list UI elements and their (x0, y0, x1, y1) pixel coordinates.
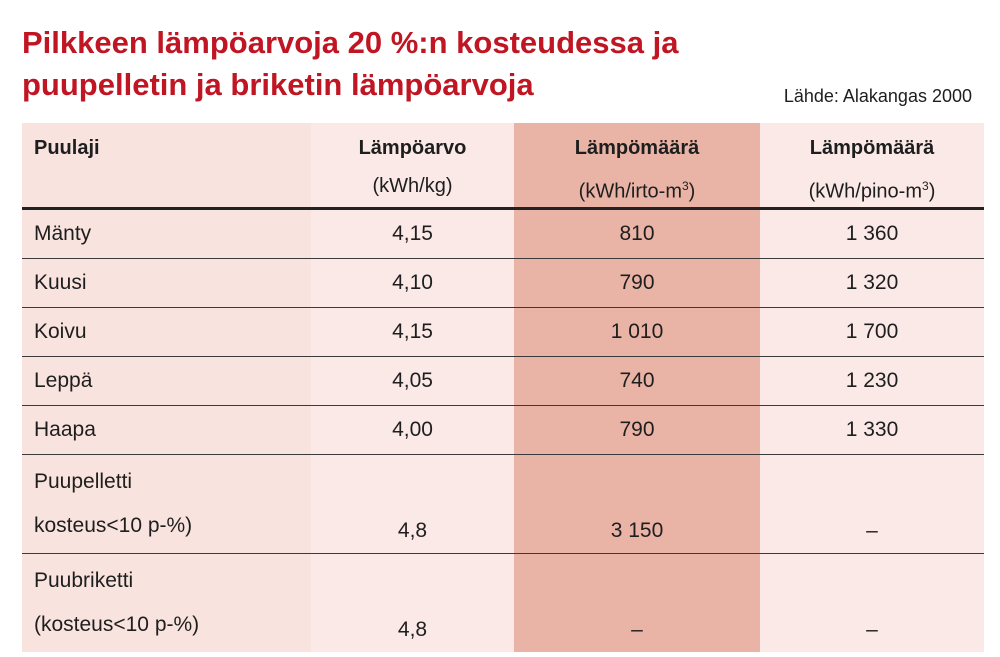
page-title: Pilkkeen lämpöarvoja 20 %:n kosteudessa ja puupelletin ja briketin lämpöarvoja (22, 25, 679, 102)
row-name: Leppä (22, 357, 311, 406)
table-row (22, 209, 984, 259)
table-row (22, 406, 984, 455)
row-pino: 1 320 (760, 259, 984, 308)
row-name: Koivu (22, 308, 311, 357)
table-row-briketti (22, 554, 984, 653)
row-irto: 1 010 (514, 308, 760, 357)
row-pino: 1 330 (760, 406, 984, 455)
table-row (22, 308, 984, 357)
row-lampoarvo: 4,00 (311, 406, 514, 455)
header-puulaji: Puulaji (22, 123, 311, 209)
row-irto: – (514, 554, 760, 653)
row-lampoarvo: 4,8 (311, 455, 514, 554)
row-name: Kuusi (22, 259, 311, 308)
row-name: Puubriketti (kosteus<10 p-%) (22, 554, 311, 653)
row-irto: 790 (514, 259, 760, 308)
row-irto: 3 150 (514, 455, 760, 554)
row-pino: – (760, 554, 984, 653)
row-pino: – (760, 455, 984, 554)
table-row (22, 259, 984, 308)
header-lampomaara-irto: Lämpömäärä $(kWh/irto-m^3)$ (514, 123, 760, 209)
table-row-pelletti (22, 455, 984, 554)
row-name: Haapa (22, 406, 311, 455)
row-lampoarvo: 4,15 (311, 308, 514, 357)
row-irto: 740 (514, 357, 760, 406)
row-lampoarvo: 4,05 (311, 357, 514, 406)
header-lampoarvo: Lämpöarvo (kWh/kg) (311, 123, 514, 209)
row-name: Puupelletti kosteus<10 p-%) (22, 455, 311, 554)
heat-value-table (22, 123, 984, 652)
row-lampoarvo: 4,8 (311, 554, 514, 653)
header-lampomaara-pino: Lämpömäärä $(kWh/pino-m^3)$ (760, 123, 984, 209)
row-irto: 810 (514, 209, 760, 259)
table-row (22, 357, 984, 406)
source-note: Lähde: Alakangas 2000 (783, 86, 972, 106)
row-pino: 1 700 (760, 308, 984, 357)
row-lampoarvo: 4,15 (311, 209, 514, 259)
row-pino: 1 230 (760, 357, 984, 406)
row-irto: 790 (514, 406, 760, 455)
row-pino: 1 360 (760, 209, 984, 259)
row-lampoarvo: 4,10 (311, 259, 514, 308)
row-name: Mänty (22, 209, 311, 259)
table-header-row (22, 123, 984, 209)
